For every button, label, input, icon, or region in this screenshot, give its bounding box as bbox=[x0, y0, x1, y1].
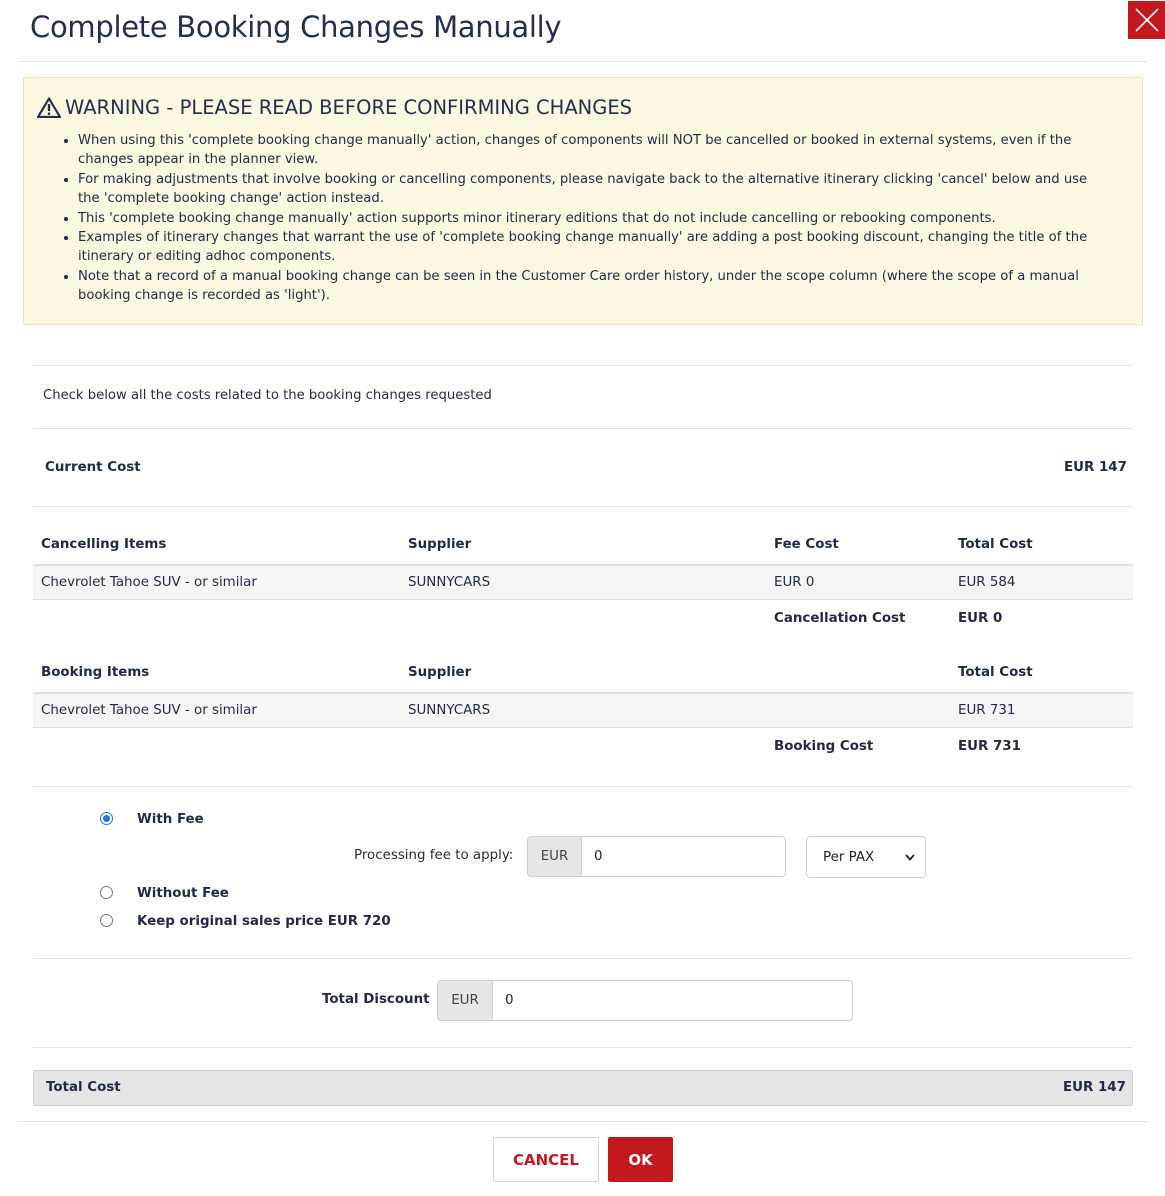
header-divider bbox=[18, 61, 1148, 62]
cancel-button[interactable]: CANCEL bbox=[493, 1137, 599, 1182]
warning-item: • When using this 'complete booking change manually' action, changes of components will NOT be cancelled or booked in external systems, even if the changes appear in the planner view. bbox=[78, 131, 1110, 170]
processing-fee-group bbox=[527, 836, 786, 877]
cancelling-row-supplier: SUNNYCARS bbox=[408, 575, 491, 590]
keep-original-radio[interactable] bbox=[100, 914, 113, 927]
currency-addon: EUR bbox=[437, 980, 492, 1021]
booking-header-item: Booking Items bbox=[41, 665, 150, 680]
chevron-down-icon bbox=[905, 854, 915, 861]
close-button[interactable] bbox=[1128, 1, 1165, 39]
cancelling-header-supplier: Supplier bbox=[408, 537, 472, 552]
current-cost-value: EUR 147 bbox=[1064, 460, 1127, 475]
without-fee-radio[interactable] bbox=[100, 886, 113, 899]
divider bbox=[33, 365, 1133, 366]
warning-item: • Note that a record of a manual booking change can be seen in the Customer Care order history, under the scope column (where the scope of a manual booking change is recorded as 'light'). bbox=[78, 267, 1110, 306]
warning-panel bbox=[23, 77, 1143, 325]
intro-text: Check below all the costs related to the booking changes requested bbox=[43, 388, 492, 403]
dialog-title: Complete Booking Changes Manually bbox=[30, 10, 562, 44]
warning-item: • Examples of itinerary changes that warrant the use of 'complete booking change manually' are adding a post booking discount, changing the title of the itinerary or editing adhoc components. bbox=[78, 228, 1110, 267]
booking-cost-label: Booking Cost bbox=[774, 739, 874, 754]
booking-header-total: Total Cost bbox=[958, 665, 1033, 680]
cancellation-cost-value: EUR 0 bbox=[958, 611, 1003, 626]
keep-original-label: Keep original sales price EUR 720 bbox=[137, 914, 391, 929]
cancelling-row-total: EUR 584 bbox=[958, 575, 1016, 590]
booking-row-supplier: SUNNYCARS bbox=[408, 703, 491, 718]
cancelling-header-fee: Fee Cost bbox=[774, 537, 839, 552]
total-discount-input[interactable] bbox=[492, 980, 853, 1021]
cancelling-row-item: Chevrolet Tahoe SUV - or similar bbox=[41, 575, 257, 590]
divider bbox=[33, 428, 1133, 429]
cancellation-cost-label: Cancellation Cost bbox=[774, 611, 906, 626]
with-fee-radio[interactable] bbox=[100, 812, 113, 825]
booking-row-item: Chevrolet Tahoe SUV - or similar bbox=[41, 703, 257, 718]
warning-item: • For making adjustments that involve booking or cancelling components, please navigate back to the alternative itinerary clicking 'cancel' below and use the 'complete booking change' action instead. bbox=[78, 170, 1110, 209]
divider bbox=[33, 506, 1133, 507]
cancelling-header-total: Total Cost bbox=[958, 537, 1033, 552]
cancelling-row-fee: EUR 0 bbox=[774, 575, 815, 590]
close-icon bbox=[1134, 7, 1160, 33]
total-cost-value: EUR 147 bbox=[1063, 1080, 1126, 1095]
warning-triangle-icon bbox=[37, 97, 61, 118]
footer-divider bbox=[18, 1121, 1148, 1122]
booking-row-total: EUR 731 bbox=[958, 703, 1016, 718]
divider bbox=[33, 1047, 1133, 1048]
with-fee-label: With Fee bbox=[137, 812, 204, 827]
warning-title: WARNING - PLEASE READ BEFORE CONFIRMING CHANGES bbox=[65, 96, 633, 119]
total-cost-label: Total Cost bbox=[46, 1080, 121, 1095]
current-cost-label: Current Cost bbox=[45, 460, 141, 475]
fee-basis-select[interactable] bbox=[806, 836, 926, 878]
cancelling-header-item: Cancelling Items bbox=[41, 537, 167, 552]
currency-addon: EUR bbox=[527, 836, 581, 877]
divider bbox=[33, 958, 1133, 959]
ok-button[interactable]: OK bbox=[608, 1137, 673, 1182]
fee-basis-value: Per PAX bbox=[823, 849, 875, 865]
discount-group bbox=[437, 980, 853, 1021]
processing-fee-label: Processing fee to apply: bbox=[354, 848, 514, 863]
warning-list bbox=[60, 131, 1110, 306]
processing-fee-input[interactable] bbox=[581, 836, 786, 877]
divider bbox=[33, 786, 1133, 787]
booking-cost-value: EUR 731 bbox=[958, 739, 1021, 754]
warning-heading bbox=[37, 96, 632, 119]
without-fee-label: Without Fee bbox=[137, 886, 229, 901]
warning-item: • This 'complete booking change manually' action supports minor itinerary editions that do not include cancelling or rebooking components. bbox=[78, 209, 1110, 228]
booking-header-supplier: Supplier bbox=[408, 665, 472, 680]
total-cost-bar bbox=[33, 1070, 1133, 1106]
total-discount-label: Total Discount bbox=[322, 992, 430, 1007]
